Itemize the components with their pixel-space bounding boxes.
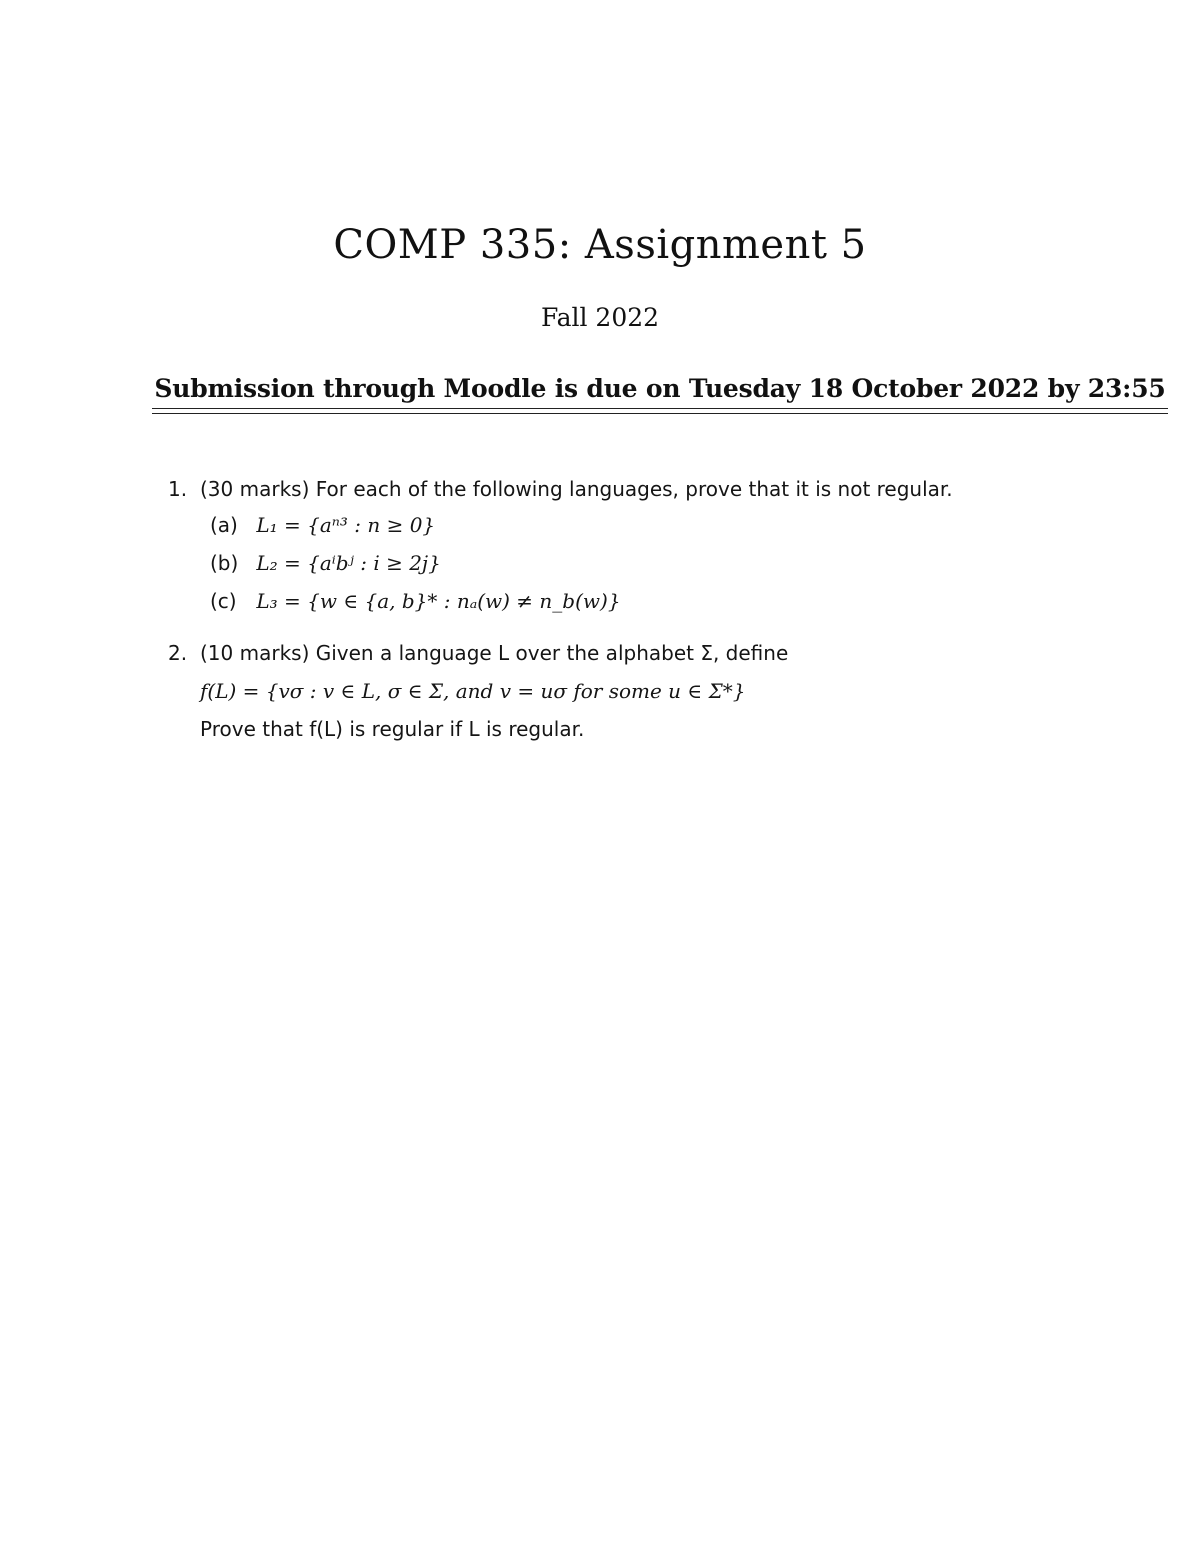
question-1 bbox=[168, 476, 1158, 626]
part-label: (a) bbox=[210, 513, 238, 537]
question-parts bbox=[210, 512, 1158, 626]
question-number: 1. bbox=[168, 477, 188, 501]
language-definition: L₃ = {w ∈ {a, b}* : nₐ(w) ≠ n_b(w)} bbox=[256, 589, 621, 613]
question-2 bbox=[168, 640, 1158, 754]
due-notice: Submission through Moodle is due on Tuesday 18 October 2022 by 23:55 bbox=[154, 374, 1166, 403]
language-definition: L₁ = {aⁿ³ : n ≥ 0} bbox=[256, 513, 436, 537]
function-definition: f(L) = {vσ : v ∈ L, σ ∈ Σ, and v = uσ for some u ∈ Σ*} bbox=[200, 679, 746, 703]
page-title: COMP 335: Assignment 5 bbox=[333, 222, 867, 268]
part-a bbox=[210, 512, 1158, 550]
term-label: Fall 2022 bbox=[540, 303, 660, 332]
part-label: (b) bbox=[210, 551, 239, 575]
part-b bbox=[210, 550, 1158, 588]
double-rule-bottom bbox=[152, 413, 1168, 414]
question-number: 2. bbox=[168, 641, 188, 665]
question-conclusion: Prove that f(L) is regular if L is regular. bbox=[200, 717, 585, 741]
part-label: (c) bbox=[210, 589, 237, 613]
language-definition: L₂ = {aⁱbʲ : i ≥ 2j} bbox=[256, 551, 441, 575]
question-intro: (10 marks) Given a language L over the alphabet Σ, define bbox=[200, 641, 789, 665]
questions-list bbox=[168, 476, 1158, 768]
question-intro: (30 marks) For each of the following languages, prove that it is not regular. bbox=[200, 477, 953, 501]
double-rule-top bbox=[152, 408, 1168, 409]
part-c bbox=[210, 588, 1158, 626]
